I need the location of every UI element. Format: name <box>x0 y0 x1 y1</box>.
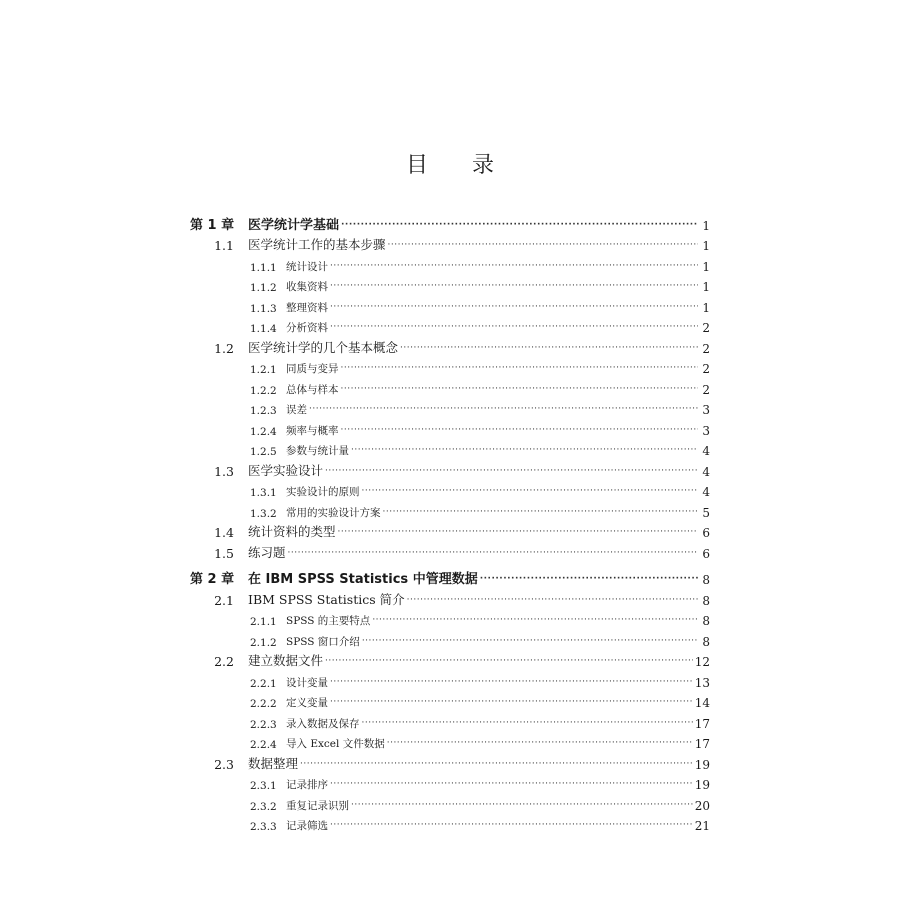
toc-entry-number: 2.2 <box>214 654 234 669</box>
dot-leader <box>330 323 698 332</box>
toc-page-number: 2 <box>702 382 710 397</box>
toc-entry-number-text: 1.1.3 <box>250 302 277 315</box>
toc-page-number: 19 <box>694 778 710 792</box>
toc-entry-number-text: 2.1.2 <box>250 636 277 649</box>
toc-section-entry[interactable] <box>190 587 710 608</box>
toc-entry-title: 记录排序 <box>286 779 328 791</box>
dot-leader <box>400 344 698 353</box>
dot-leader <box>325 657 693 666</box>
toc-page-number: 2 <box>702 362 710 376</box>
toc-entry-number-text: 1.2.4 <box>250 425 277 438</box>
toc-page-number: 1 <box>702 218 710 233</box>
toc-page-number: 17 <box>694 716 710 731</box>
toc-page-number: 8 <box>702 573 710 587</box>
dot-leader <box>330 303 698 312</box>
toc-page-number: 1 <box>702 239 710 253</box>
toc-chapter-entry[interactable] <box>190 212 710 233</box>
toc-page-number: 2 <box>702 321 710 335</box>
toc-subsection-entry[interactable] <box>190 710 710 731</box>
toc-entry-title: 分析资料 <box>286 322 328 334</box>
toc-entry-number-text: 2.3.1 <box>250 780 277 792</box>
toc-entry-number: 2.3 <box>214 756 234 772</box>
toc-entry-number <box>190 616 286 628</box>
toc-subsection-entry[interactable] <box>190 792 710 813</box>
toc-subsection-entry[interactable] <box>190 731 710 752</box>
toc-entry-title: 医学统计学基础 <box>248 217 340 233</box>
toc-page-number: 4 <box>702 444 710 458</box>
toc-entry-title: 记录筛选 <box>286 820 328 832</box>
toc-subsection-entry[interactable] <box>190 813 710 834</box>
toc-entry-number-text: 1.3.2 <box>250 507 277 520</box>
toc-entry-title: 定义变量 <box>286 697 328 709</box>
dot-leader <box>351 446 698 455</box>
toc-section-entry[interactable] <box>190 751 710 772</box>
toc-subsection-entry[interactable] <box>190 274 710 295</box>
toc-page-number: 3 <box>702 423 710 438</box>
dot-leader <box>351 801 693 810</box>
dot-leader <box>325 467 698 476</box>
dot-leader <box>330 678 693 687</box>
toc-entry-number-text: 1.2.5 <box>250 446 277 458</box>
toc-entry-title: SPSS 的主要特点 <box>286 615 371 627</box>
toc-entry-number-text: 1.2.1 <box>250 364 277 376</box>
toc-entry-title: SPSS 窗口介绍 <box>286 635 360 648</box>
toc-entry-number: 1.5 <box>214 545 234 561</box>
toc-entry-number-text: 1.3.1 <box>250 487 277 499</box>
toc-entry-title: 在 IBM SPSS Statistics 中管理数据 <box>248 572 478 587</box>
toc-entry-number <box>190 426 286 438</box>
dot-leader <box>480 575 698 584</box>
toc-entry-number <box>190 282 286 294</box>
toc-entry-title: 同质与变异 <box>286 363 339 375</box>
toc-entry-number-text: 1.2.2 <box>250 384 277 397</box>
toc-subsection-entry[interactable] <box>190 438 710 459</box>
dot-leader <box>330 262 698 271</box>
toc-page-number: 3 <box>702 403 710 417</box>
toc-page-number: 12 <box>694 655 710 669</box>
toc-entry-number <box>190 780 286 792</box>
toc-entry-title: 收集资料 <box>286 281 328 293</box>
toc-entry-number <box>190 487 286 499</box>
toc-section-entry[interactable] <box>190 540 710 561</box>
toc-entry-title: 统计资料的类型 <box>248 524 336 539</box>
toc-page-number: 14 <box>694 696 710 710</box>
toc-page-number: 5 <box>702 505 710 520</box>
dot-leader <box>388 241 698 250</box>
toc-page-number: 13 <box>694 675 710 690</box>
toc-entry-title: 统计设计 <box>286 260 328 273</box>
dot-leader <box>341 364 699 373</box>
toc-entry-number-text: 2.2.1 <box>250 677 277 690</box>
dot-leader <box>288 549 698 558</box>
toc-entry-number <box>190 323 286 335</box>
toc-page-number: 1 <box>702 300 710 315</box>
toc-entry-number <box>190 446 286 458</box>
dot-leader <box>338 528 698 537</box>
table-of-contents <box>190 212 710 833</box>
toc-entry-number: 第 2 章 <box>190 572 235 587</box>
toc-entry-number-text: 2.2.4 <box>250 739 277 751</box>
toc-entry-number <box>190 637 286 649</box>
toc-page-number: 4 <box>702 464 710 479</box>
toc-page-number: 6 <box>702 546 710 561</box>
toc-entry-title: 实验设计的原则 <box>286 486 360 498</box>
toc-section-entry[interactable] <box>190 458 710 479</box>
dot-leader <box>330 821 693 830</box>
toc-subsection-entry[interactable] <box>190 772 710 793</box>
toc-entry-title: 导入 Excel 文件数据 <box>286 738 385 750</box>
toc-subsection-entry[interactable] <box>190 356 710 377</box>
toc-subsection-entry[interactable] <box>190 376 710 397</box>
toc-entry-number-text: 2.2.3 <box>250 718 277 731</box>
toc-entry-title: IBM SPSS Statistics 简介 <box>248 591 405 607</box>
toc-entry-title: 总体与样本 <box>286 383 339 396</box>
page-title <box>0 148 900 179</box>
toc-entry-number-text: 2.3.2 <box>250 800 277 813</box>
title-char: 录 <box>472 153 495 178</box>
dot-leader <box>330 282 698 291</box>
toc-entry-number <box>190 698 286 710</box>
toc-entry-number: 1.1 <box>214 238 234 253</box>
toc-subsection-entry[interactable] <box>190 397 710 418</box>
toc-entry-title: 建立数据文件 <box>248 653 324 668</box>
toc-entry-number <box>190 405 286 417</box>
dot-leader <box>407 596 698 605</box>
toc-entry-title: 频率与概率 <box>286 424 339 437</box>
toc-page-number: 1 <box>702 280 710 294</box>
toc-entry-number <box>190 739 286 751</box>
dot-leader <box>341 221 698 230</box>
toc-entry-number <box>190 821 286 833</box>
toc-entry-number-text: 1.2.3 <box>250 405 277 417</box>
toc-entry-number <box>190 364 286 376</box>
toc-entry-number <box>190 508 286 520</box>
toc-page-number: 8 <box>702 614 710 628</box>
dot-leader <box>309 405 698 414</box>
toc-entry-number: 2.1 <box>214 592 234 608</box>
toc-entry-number: 1.3 <box>214 463 234 479</box>
toc-entry-number <box>190 678 286 690</box>
toc-entry-number: 第 1 章 <box>190 217 235 233</box>
dot-leader <box>383 508 699 517</box>
toc-subsection-entry[interactable] <box>190 690 710 711</box>
toc-entry-number-text: 2.3.3 <box>250 821 277 833</box>
toc-entry-title: 常用的实验设计方案 <box>286 506 381 519</box>
toc-entry-title: 误差 <box>286 404 307 416</box>
toc-page-number: 4 <box>702 485 710 499</box>
toc-subsection-entry[interactable] <box>190 479 710 500</box>
toc-section-entry[interactable] <box>190 520 710 541</box>
toc-page-number: 17 <box>694 737 710 751</box>
toc-entry-title: 医学统计学的几个基本概念 <box>248 339 399 355</box>
dot-leader <box>300 760 693 769</box>
toc-subsection-entry[interactable] <box>190 253 710 274</box>
dot-leader <box>341 426 699 435</box>
toc-entry-title: 数据整理 <box>248 755 299 771</box>
toc-page-number: 6 <box>702 526 710 540</box>
toc-entry-title: 医学统计工作的基本步骤 <box>248 237 386 252</box>
toc-subsection-entry[interactable] <box>190 499 710 520</box>
toc-entry-number <box>190 801 286 813</box>
toc-chapter-entry[interactable] <box>190 567 710 588</box>
toc-entry-number <box>190 303 286 315</box>
toc-page-number: 21 <box>694 819 710 833</box>
dot-leader <box>330 698 693 707</box>
dot-leader <box>330 780 693 789</box>
toc-entry-number <box>190 719 286 731</box>
toc-section-entry[interactable] <box>190 335 710 356</box>
dot-leader <box>372 616 698 625</box>
toc-entry-title: 设计变量 <box>286 676 328 689</box>
dot-leader <box>362 719 693 728</box>
toc-entry-title: 医学实验设计 <box>248 462 324 478</box>
toc-entry-title: 录入数据及保存 <box>286 717 360 730</box>
toc-entry-number: 1.4 <box>214 525 234 540</box>
toc-subsection-entry[interactable] <box>190 669 710 690</box>
toc-page-number: 2 <box>702 341 710 356</box>
toc-section-entry[interactable] <box>190 233 710 254</box>
dot-leader <box>341 385 699 394</box>
toc-entry-title: 重复记录识别 <box>286 799 349 812</box>
title-char: 目 <box>405 153 428 178</box>
toc-entry-number-text: 2.2.2 <box>250 698 277 710</box>
toc-entry-number <box>190 262 286 274</box>
toc-entry-title: 参数与统计量 <box>286 445 349 457</box>
toc-subsection-entry[interactable] <box>190 294 710 315</box>
toc-entry-title: 练习题 <box>248 544 286 560</box>
toc-subsection-entry[interactable] <box>190 628 710 649</box>
toc-page-number: 1 <box>702 259 710 274</box>
dot-leader <box>362 637 698 646</box>
toc-subsection-entry[interactable] <box>190 315 710 336</box>
toc-entry-number: 1.2 <box>214 340 234 356</box>
toc-entry-title: 整理资料 <box>286 301 328 314</box>
toc-entry-number-text: 1.1.1 <box>250 261 277 274</box>
toc-subsection-entry[interactable] <box>190 608 710 629</box>
toc-entry-number-text: 1.1.4 <box>250 323 277 335</box>
toc-page-number: 8 <box>702 634 710 649</box>
toc-entry-number <box>190 385 286 397</box>
toc-page-number: 19 <box>694 757 710 772</box>
toc-page-number: 8 <box>702 593 710 608</box>
dot-leader <box>362 487 699 496</box>
dot-leader <box>387 739 693 748</box>
toc-entry-number-text: 1.1.2 <box>250 282 277 294</box>
toc-entry-number-text: 2.1.1 <box>250 616 277 628</box>
toc-subsection-entry[interactable] <box>190 417 710 438</box>
toc-section-entry[interactable] <box>190 649 710 670</box>
toc-page-number: 20 <box>694 798 710 813</box>
